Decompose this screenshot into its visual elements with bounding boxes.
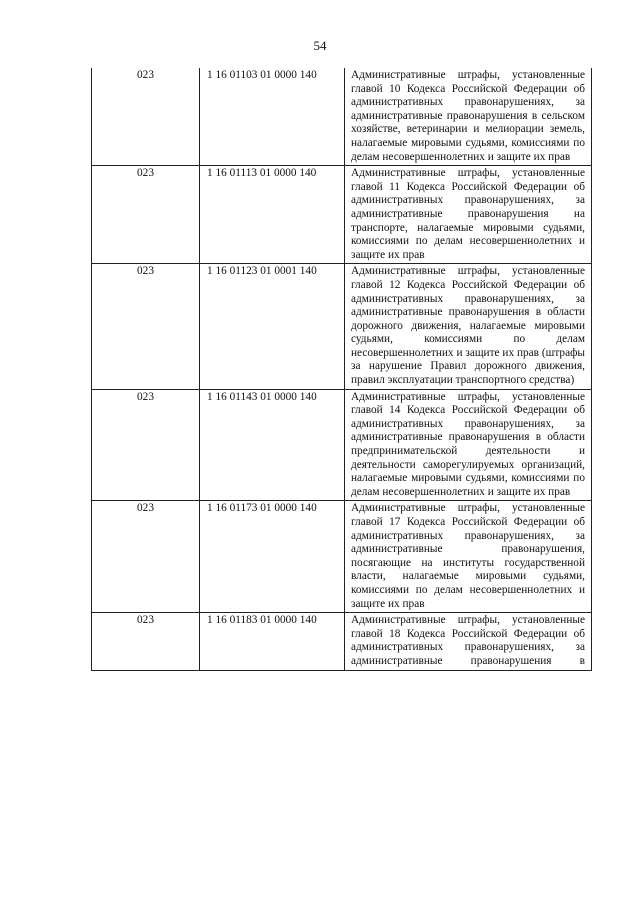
description-text: Административные штрафы, установленные главой 14 Кодекса Российской Федерации об административных правонарушениях, за административные правонарушения в области предпринимательской деятельности и деятельности саморегулируемых организаций, налагаемые мировыми судьями, комиссиями по делам несовершеннолетних и защите их прав [351, 390, 585, 498]
revenue-codes-table [91, 68, 592, 671]
kbk-code-cell: 1 16 01173 01 0000 140 [200, 501, 345, 613]
description-text: Административные штрафы, установленные главой 10 Кодекса Российской Федерации об административных правонарушениях, за административные правонарушения в сельском хозяйстве, ветеринарии и мелиорации земель, налагаемые мировыми судьями, комиссиями по делам несовершеннолетних и защите их прав [351, 69, 585, 163]
description-cell [345, 613, 592, 670]
table-row [92, 389, 592, 501]
kbk-code-cell: 1 16 01183 01 0000 140 [200, 613, 345, 670]
kbk-code-cell: 1 16 01103 01 0000 140 [200, 68, 345, 166]
kbk-code-cell: 1 16 01123 01 0001 140 [200, 264, 345, 389]
admin-code-cell: 023 [92, 68, 200, 166]
table-row [92, 68, 592, 166]
table-row [92, 166, 592, 264]
description-text: Административные штрафы, установленные главой 17 Кодекса Российской Федерации об административных правонарушениях, за административные правонарушения, посягающие на институты государственной власти, налагаемые мировыми судьями, комиссиями по делам несовершеннолетних и защите их прав [351, 502, 585, 610]
page-number: 54 [313, 38, 327, 53]
admin-code-cell: 023 [92, 389, 200, 501]
description-cell [345, 166, 592, 264]
admin-code-cell: 023 [92, 166, 200, 264]
description-cell [345, 264, 592, 389]
admin-code-cell: 023 [92, 613, 200, 670]
table-row [92, 264, 592, 389]
description-cell [345, 68, 592, 166]
kbk-code-cell: 1 16 01113 01 0000 140 [200, 166, 345, 264]
description-text: Административные штрафы, установленные главой 18 Кодекса Российской Федерации об административных правонарушениях, за административные правонарушения в [351, 614, 585, 667]
admin-code-cell: 023 [92, 264, 200, 389]
table-row [92, 613, 592, 670]
description-cell [345, 501, 592, 613]
kbk-code-cell: 1 16 01143 01 0000 140 [200, 389, 345, 501]
admin-code-cell: 023 [92, 501, 200, 613]
table-row [92, 501, 592, 613]
description-text: Административные штрафы, установленные главой 11 Кодекса Российской Федерации об административных правонарушениях, за административные правонарушения на транспорте, налагаемые мировыми судьями, комиссиями по делам несовершеннолетних и защите их прав [351, 167, 585, 261]
description-cell [345, 389, 592, 501]
description-text: Административные штрафы, установленные главой 12 Кодекса Российской Федерации об административных правонарушениях, за административные правонарушения в области дорожного движения, налагаемые мировыми судьями, комиссиями по делам несовершеннолетних и защите их прав (штрафы за нарушение Правил дорожного движения, правил эксплуатации транспортного средства) [351, 265, 585, 387]
